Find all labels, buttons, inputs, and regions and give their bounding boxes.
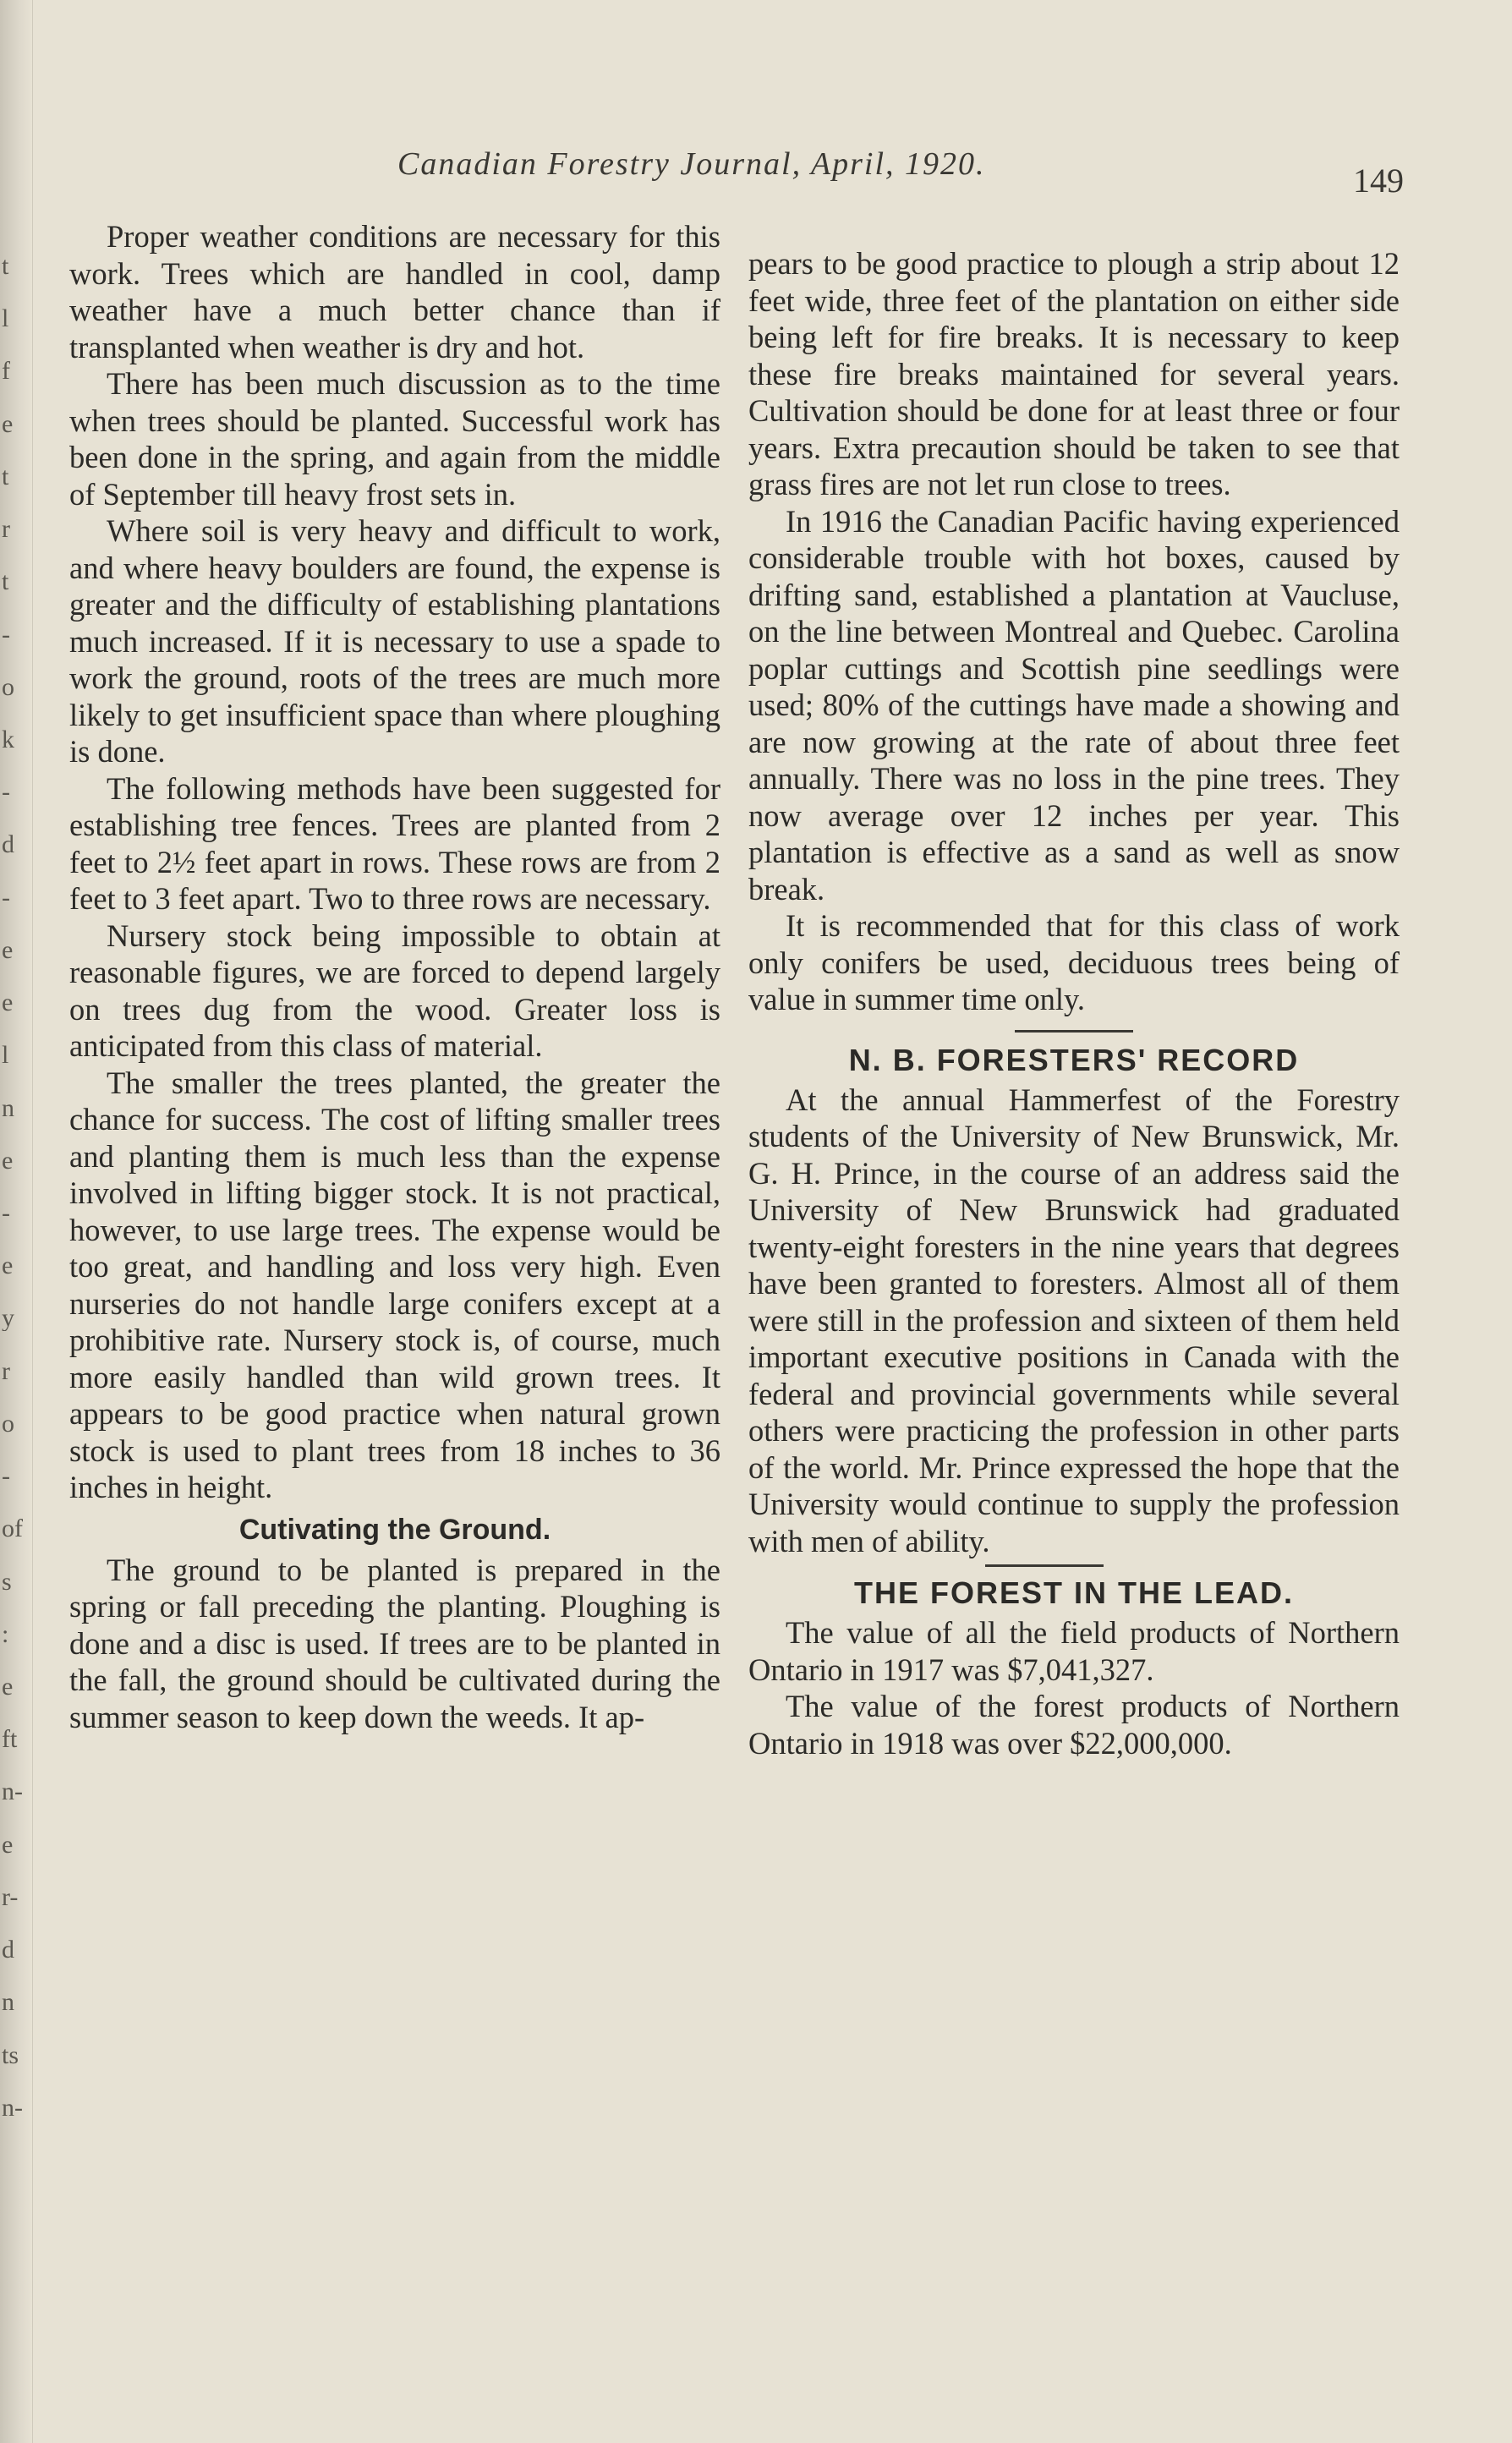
paragraph: In 1916 the Canadian Pacific having experienced considerable trouble with hot boxes, caused by drifting sand, established a plantation at Vaucluse, on the line between Montreal and Quebec. Carolina poplar cuttings and Scottish pine seedlings were used; 80% of the cuttings have made a showing and are now growing at the rate of about three feet annually. There was no loss in the pine trees. They now average over 12 inches per year. This plantation is effective as a sand as well as snow break. (748, 503, 1400, 907)
margin-fragment: f (2, 359, 10, 384)
section-divider (985, 1564, 1104, 1567)
margin-fragment: e (2, 938, 14, 963)
margin-fragment: - (2, 1464, 10, 1489)
paragraph: There has been much discussion as to the time when trees should be planted. Successful work has been done in the spring, and again from the middle of September till heavy frost sets in. (69, 366, 720, 512)
margin-fragment: - (2, 780, 10, 805)
page-number: 149 (1353, 162, 1404, 200)
margin-fragment: ft (2, 1727, 18, 1752)
paragraph: Proper weather conditions are necessary for this work. Trees which are handled in cool, damp weather have a much better chance than if transplanted when weather is dry and hot. (69, 219, 720, 364)
margin-fragment: e (2, 1674, 14, 1700)
margin-fragment: : (2, 1622, 9, 1647)
margin-fragment: n- (2, 2095, 23, 2121)
section-title: N. B. FORESTERS' RECORD (848, 1042, 1300, 1077)
page-header (0, 145, 1512, 200)
margin-fragment: e (2, 1253, 14, 1279)
margin-fragment: o (2, 1411, 14, 1437)
paragraph: The following methods have been suggested for establishing tree fences. Trees are planted from 2 feet to 2½ feet apart in rows. These rows are from 2 feet to 3 feet apart. Two to three rows are necessary. (69, 770, 720, 916)
margin-fragment: r- (2, 1885, 19, 1910)
margin-fragment: n (2, 1990, 14, 2015)
paragraph: The value of all the field products of Northern Ontario in 1917 was $7,041,327. (748, 1615, 1400, 1687)
margin-fragment: d (2, 1937, 14, 1963)
margin-fragment: e (2, 1832, 14, 1858)
left-column (69, 218, 720, 1735)
right-column (748, 245, 1400, 1761)
margin-fragment: - (2, 1201, 10, 1226)
margin-fragment: o (2, 675, 14, 700)
paragraph: The ground to be planted is prepared in the spring or fall preceding the planting. Ploughing is done and a disc is used. If trees are to be planted in the fall, the ground should be cultivated during the summer season to keep down the weeds. It ap- (69, 1552, 720, 1734)
margin-fragment: e (2, 412, 14, 437)
margin-fragment: y (2, 1306, 14, 1331)
margin-fragment: ts (2, 2043, 19, 2068)
margin-fragment: l (2, 306, 9, 331)
paragraph-continuation: pears to be good practice to plough a strip about 12 feet wide, three feet of the plantation on either side being left for fire breaks. It is necessary to keep these fire breaks maintained for several years. Cultivation should be done for at least three or four years. Extra precaution should be taken to see that grass fires are not let run close to trees. (748, 246, 1400, 501)
running-title: Canadian Forestry Journal, April, 1920. (397, 146, 986, 182)
margin-fragment: t (2, 254, 9, 279)
section-title: THE FOREST IN THE LEAD. (853, 1575, 1294, 1610)
paragraph: It is recommended that for this class of work only conifers be used, deciduous trees being of value in summer time only. (748, 908, 1400, 1016)
paragraph: The value of the forest products of Northern Ontario in 1918 was over $22,000,000. (748, 1689, 1400, 1761)
margin-fragment: - (2, 622, 10, 648)
margin-fragment: e (2, 990, 14, 1016)
margin-fragment: s (2, 1569, 12, 1595)
margin-fragment: n (2, 1096, 14, 1121)
binding-gutter (0, 0, 33, 2443)
paragraph: Where soil is very heavy and difficult to work, and where heavy boulders are found, the expense is greater and the difficulty of establishing plantations much increased. If it is necessary to use a spade to work the ground, roots of the trees are much more likely to get insufficient space than where ploughing is done. (69, 513, 720, 769)
margin-fragment: d (2, 832, 14, 857)
margin-fragment: t (2, 464, 9, 490)
margin-fragment: l (2, 1043, 9, 1068)
margin-fragment: r (2, 1359, 10, 1384)
paragraph: At the annual Hammerfest of the Forestry students of the University of New Brunswick, Mr. G. H. Prince, in the course of an address said the University of New Brunswick had graduated twenty-eight foresters in the nine years that degrees have been granted to foresters. Almost all of them were still in the profession and sixteen of them held important executive positions in Canada with the federal and provincial governments while several others were practicing the profession in other parts of the world. Mr. Prince expressed the hope that the University would continue to supply the profession with men of ability. (748, 1082, 1400, 1558)
margin-fragment: k (2, 727, 14, 753)
subheading: Cutivating the Ground. (238, 1513, 551, 1546)
paragraph: Nursery stock being impossible to obtain at reasonable figures, we are forced to depend largely on trees dug from the wood. Greater loss is anticipated from this class of material. (69, 917, 720, 1063)
margin-fragment: r (2, 517, 10, 542)
section-divider (1015, 1030, 1133, 1033)
margin-fragment: of (2, 1516, 23, 1542)
margin-fragment: n- (2, 1779, 23, 1805)
margin-fragment: e (2, 1148, 14, 1174)
margin-fragment: t (2, 569, 9, 594)
paragraph: The smaller the trees planted, the greater the chance for success. The cost of lifting smaller trees and planting them is much less than the expense involved in lifting bigger stock. It is not practical, however, to use large trees. The expense would be too great, and handling and loss very high. Even nurseries do not handle large conifers except at a prohibitive rate. Nursery stock is, of course, much more easily handled than wild grown trees. It appears to be good practice when natural grown stock is used to plant trees from 18 inches to 36 inches in height. (69, 1065, 720, 1504)
margin-fragment: - (2, 885, 10, 911)
